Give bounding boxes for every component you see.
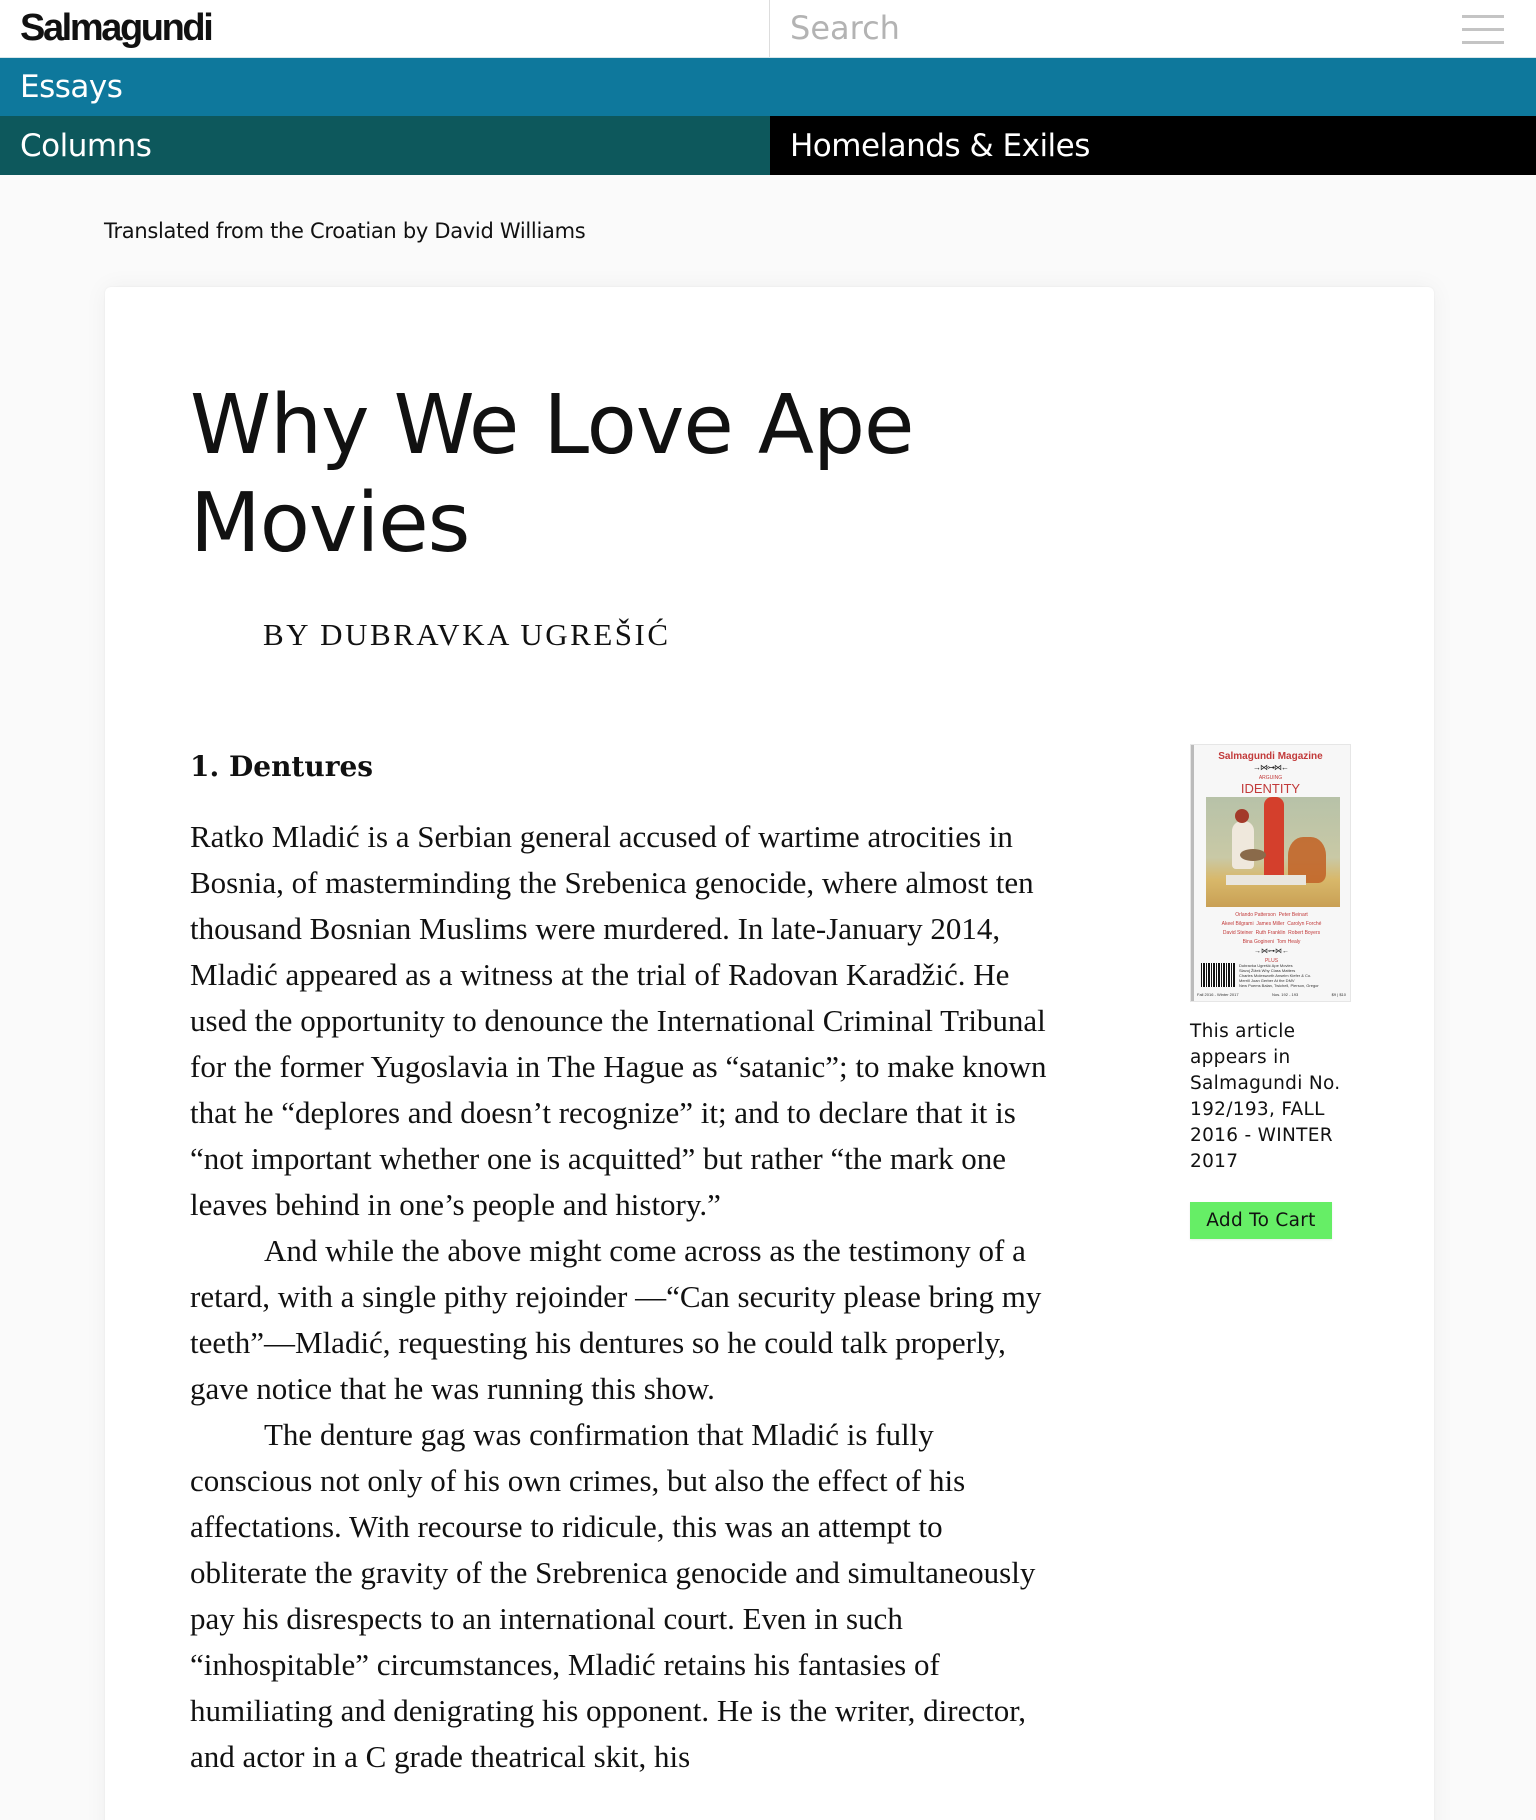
- site-header: [0, 0, 1536, 58]
- issue-cover-image[interactable]: [1190, 744, 1351, 1002]
- nav-essays-bar: [0, 58, 1536, 116]
- cover-contributors: [1197, 911, 1346, 966]
- contributor: Robert Boyers: [1288, 930, 1321, 936]
- painting-head: [1235, 809, 1249, 823]
- cover-price: $9 | $10: [1331, 992, 1346, 997]
- nav-section-bar: [770, 116, 1536, 175]
- cover-barcode: [1201, 963, 1235, 987]
- nav-link-essays[interactable]: Essays: [20, 69, 123, 105]
- contributor: David Steiner: [1222, 930, 1253, 936]
- hamburger-menu-icon[interactable]: [1462, 14, 1506, 44]
- cover-ornament: →⋈⊶⋈←: [1253, 763, 1288, 772]
- cover-contents: [1239, 963, 1347, 988]
- cover-content-item: Charles Molesworth Anselm Kiefer & Co.: [1239, 973, 1312, 978]
- painting-figure: [1232, 821, 1254, 869]
- article-title: Why We Love Ape Movies: [190, 378, 914, 571]
- cover-kicker: ARGUING: [1258, 775, 1283, 781]
- cover-content-item: Slavoj Žižek Why Class Matters: [1239, 968, 1296, 973]
- contributor: Orlando Patterson: [1235, 912, 1276, 918]
- contributor: James Miller: [1256, 921, 1285, 927]
- nav-columns-bar: [0, 116, 770, 175]
- cover-ornament: →⋈⊶⋈←: [1254, 948, 1289, 955]
- cover-content-item: Merrill Joan Gerber At the DMV: [1239, 978, 1295, 983]
- cover-painting: [1206, 797, 1340, 907]
- contributor: Akeel Bilgrami: [1221, 921, 1254, 927]
- translator-credit: Translated from the Croatian by David Williams: [104, 219, 586, 243]
- cover-plus: PLUS: [1264, 958, 1279, 964]
- painting-bench: [1226, 875, 1306, 885]
- add-to-cart-button[interactable]: Add To Cart: [1190, 1202, 1332, 1239]
- menu-bar: [1462, 15, 1504, 18]
- article-byline: BY DUBRAVKA UGREŠIĆ: [263, 617, 671, 652]
- cover-content-item: Dubravka Ugrešić Ape Movies: [1239, 963, 1293, 968]
- cover-magazine-name: Salmagundi Magazine: [1218, 751, 1323, 762]
- cover-theme: IDENTITY: [1240, 781, 1301, 796]
- article-paragraph: Ratko Mladić is a Serbian general accused of wartime atrocities in Bosnia, of masterminding the Srebenica genocide, where almost ten thousand Bosnian Muslims were murdered. In late-January 2014, Mladić appeared as a witness at the trial of Radovan Karadžić. He used the opportunity to denounce the International Criminal Tribunal for the former Yugoslavia in The Hague as “satanic”; to make known that he “deplores and doesn’t recognize” it; and to declare that it is “not important whether one is acquitted” but rather “the mark one leaves behind in one’s people and history.”: [190, 819, 1047, 1222]
- article-body: [190, 814, 1060, 1780]
- article-card: [105, 287, 1434, 1820]
- painting-palette: [1240, 849, 1266, 861]
- section-heading: 1. Dentures: [190, 750, 374, 783]
- cover-content-item: New Poems Balan, Twichell, Pierson, Gregor: [1239, 983, 1319, 988]
- search-input[interactable]: [790, 6, 1370, 50]
- nav-link-homelands-exiles[interactable]: Homelands & Exiles: [790, 128, 1090, 164]
- painting-tree: [1264, 797, 1284, 877]
- article-paragraph: The denture gag was confirmation that Mladić is fully conscious not only of his own crimes, but also the effect of his affectations. With recourse to ridicule, this was an attempt to obliterate the gravity of the Srebrenica genocide and simultaneously pay his disrespects to an international court. Even in such “inhospitable” circumstances, Mladić retains his fantasies of humiliating and denigrating his opponent. He is the writer, director, and actor in a C grade theatrical skit, his: [190, 1417, 1036, 1774]
- article-paragraph: And while the above might come across as the testimony of a retard, with a single pithy rejoinder —“Can security please bring my teeth”—Mladić, requesting his dentures so he could talk properly, gave notice that he was running this show.: [190, 1233, 1042, 1406]
- menu-bar: [1462, 41, 1504, 44]
- search-container: [769, 0, 1536, 57]
- contributor: Tom Healy: [1276, 939, 1301, 945]
- menu-bar: [1462, 28, 1504, 31]
- contributor: Ruth Franklin: [1255, 930, 1286, 936]
- contributor: Carolyn Forché: [1287, 921, 1322, 927]
- cover-issue-numbers: Nos. 192 - 193: [1271, 992, 1299, 997]
- site-logo[interactable]: Salmagundi: [20, 7, 212, 49]
- cover-issue-dates: Fall 2016 - Winter 2017: [1197, 992, 1239, 997]
- cover-footer: [1197, 992, 1346, 997]
- contributor: Bina Gogineni: [1242, 939, 1274, 945]
- issue-info: This article appears in Salmagundi No. 192/193, FALL 2016 - WINTER 2017: [1190, 1021, 1341, 1172]
- nav-link-columns[interactable]: Columns: [20, 128, 152, 164]
- contributor: Peter Beinart: [1278, 912, 1308, 918]
